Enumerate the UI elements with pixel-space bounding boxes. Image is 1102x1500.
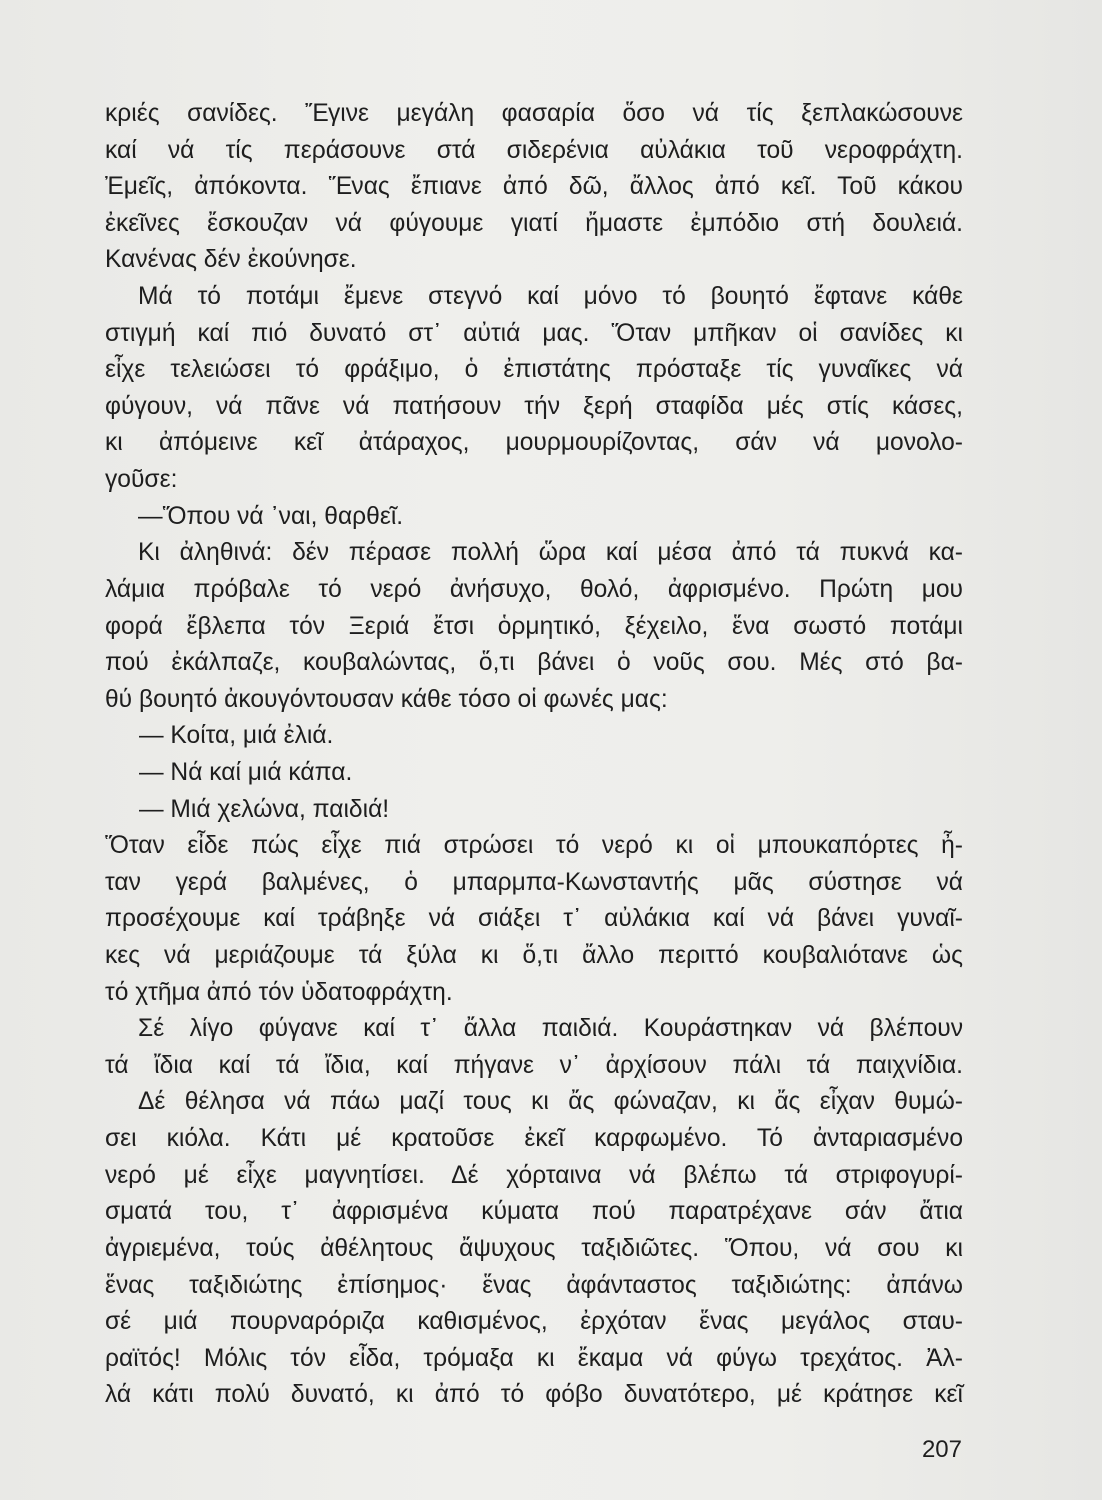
body-text	[105, 96, 963, 1414]
text-line: καί νά τίς περάσουνε στά σιδερένια αὐλάκια τοῦ νεροφράχτη.	[105, 136, 963, 164]
text-line: ἐκεῖνες ἔσκουζαν νά φύγουμε γιατί ἤμαστε ἐμπόδιο στή δουλειά.	[105, 209, 963, 237]
text-line: στιγμή καί πιό δυνατό στ᾿ αὐτιά μας. Ὅταν μπῆκαν οἱ σανίδες κι	[105, 319, 963, 347]
text-line: —Ὅπου νά ᾿ναι, θαρθεῖ.	[138, 502, 404, 530]
text-line: — Κοίτα, μιά ἐλιά.	[139, 722, 334, 750]
text-line: — Μιά χελώνα, παιδιά!	[139, 795, 390, 823]
text-line: τό χτῆμα ἀπό τόν ὑδατοφράχτη.	[105, 978, 453, 1006]
text-line: προσέχουμε καί τράβηξε νά σιάξει τ᾿ αὐλάκια καί νά βάνει γυναῖ-	[105, 905, 963, 933]
text-line: ραϊτός! Μόλις τόν εἶδα, τρόμαξα κι ἔκαμα νά φύγω τρεχάτος. Ἀλ-	[105, 1344, 963, 1372]
text-line: Ἐμεῖς, ἀπόκοντα. Ἕνας ἔπιανε ἀπό δῶ, ἄλλος ἀπό κεῖ. Τοῦ κάκου	[105, 173, 963, 201]
text-line: σει κιόλα. Κάτι μέ κρατοῦσε ἐκεῖ καρφωμένο. Τό ἀνταριασμένο	[105, 1125, 963, 1153]
text-line: Σέ λίγο φύγανε καί τ᾿ ἄλλα παιδιά. Κουράστηκαν νά βλέπουν	[138, 1015, 963, 1043]
text-line: πού ἐκάλπαζε, κουβαλώντας, ὅ,τι βάνει ὁ νοῦς σου. Μές στό βα-	[105, 649, 963, 677]
text-line: Κι ἀληθινά: δέν πέρασε πολλή ὥρα καί μέσα ἀπό τά πυκνά κα-	[138, 539, 963, 567]
text-line: θύ βουητό ἀκουγόντουσαν κάθε τόσο οἱ φωνές μας:	[105, 685, 668, 713]
text-line: ἀγριεμένα, τούς ἀθέλητους ἄψυχους ταξιδιῶτες. Ὅπου, νά σου κι	[105, 1234, 963, 1262]
text-line: λάμια πρόβαλε τό νερό ἀνήσυχο, θολό, ἀφρισμένο. Πρώτη μου	[105, 575, 963, 603]
text-line: ἕνας ταξιδιώτης ἐπίσημος· ἕνας ἀφάνταστος ταξιδιώτης: ἀπάνω	[105, 1271, 963, 1299]
text-line: λά κάτι πολύ δυνατό, κι ἀπό τό φόβο δυνατότερο, μέ κράτησε κεῖ	[105, 1381, 963, 1409]
text-line: σματά του, τ᾿ ἀφρισμένα κύματα πού παρατρέχανε σάν ἄτια	[105, 1198, 963, 1226]
text-line: Δέ θέλησα νά πάω μαζί τους κι ἄς φώναζαν, κι ἄς εἶχαν θυμώ-	[138, 1088, 963, 1116]
page-number: 207	[921, 1436, 962, 1463]
text-line: τά ἴδια καί τά ἴδια, καί πήγανε ν᾿ ἀρχίσουν πάλι τά παιχνίδια.	[105, 1051, 963, 1079]
text-line: νερό μέ εἶχε μαγνητίσει. Δέ χόρταινα νά βλέπω τά στριφογυρί-	[105, 1161, 963, 1189]
text-line: κες νά μεριάζουμε τά ξύλα κι ὅ,τι ἄλλο περιττό κουβαλιότανε ὡς	[105, 942, 963, 970]
text-line: Μά τό ποτάμι ἔμενε στεγνό καί μόνο τό βουητό ἔφτανε κάθε	[138, 283, 963, 311]
text-line: γοῦσε:	[105, 466, 178, 494]
text-line: — Νά καί μιά κάπα.	[139, 758, 353, 786]
text-line: Ὅταν εἶδε πώς εἶχε πιά στρώσει τό νερό κι οἱ μπουκαπόρτες ἦ-	[105, 832, 963, 860]
text-line: σέ μιά πουρναρόριζα καθισμένος, ἐρχόταν ἕνας μεγάλος σταυ-	[105, 1308, 963, 1336]
text-line: εἶχε τελειώσει τό φράξιμο, ὁ ἐπιστάτης πρόσταξε τίς γυναῖκες νά	[105, 356, 963, 384]
text-line: ταν γερά βαλμένες, ὁ μπαρμπα-Κωνσταντής μᾶς σύστησε νά	[105, 868, 963, 896]
text-line: κριές σανίδες. Ἔγινε μεγάλη φασαρία ὅσο νά τίς ξεπλακώσουνε	[105, 100, 963, 127]
text-line: Κανένας δέν ἐκούνησε.	[105, 246, 357, 274]
text-line: κι ἀπόμεινε κεῖ ἀτάραχος, μουρμουρίζοντας, σάν νά μονολο-	[105, 429, 963, 457]
text-line: φύγουν, νά πᾶνε νά πατήσουν τήν ξερή σταφίδα μές στίς κάσες,	[105, 392, 963, 420]
text-line: φορά ἔβλεπα τόν Ξεριά ἔτσι ὁρμητικό, ξέχειλο, ἕνα σωστό ποτάμι	[105, 612, 963, 640]
